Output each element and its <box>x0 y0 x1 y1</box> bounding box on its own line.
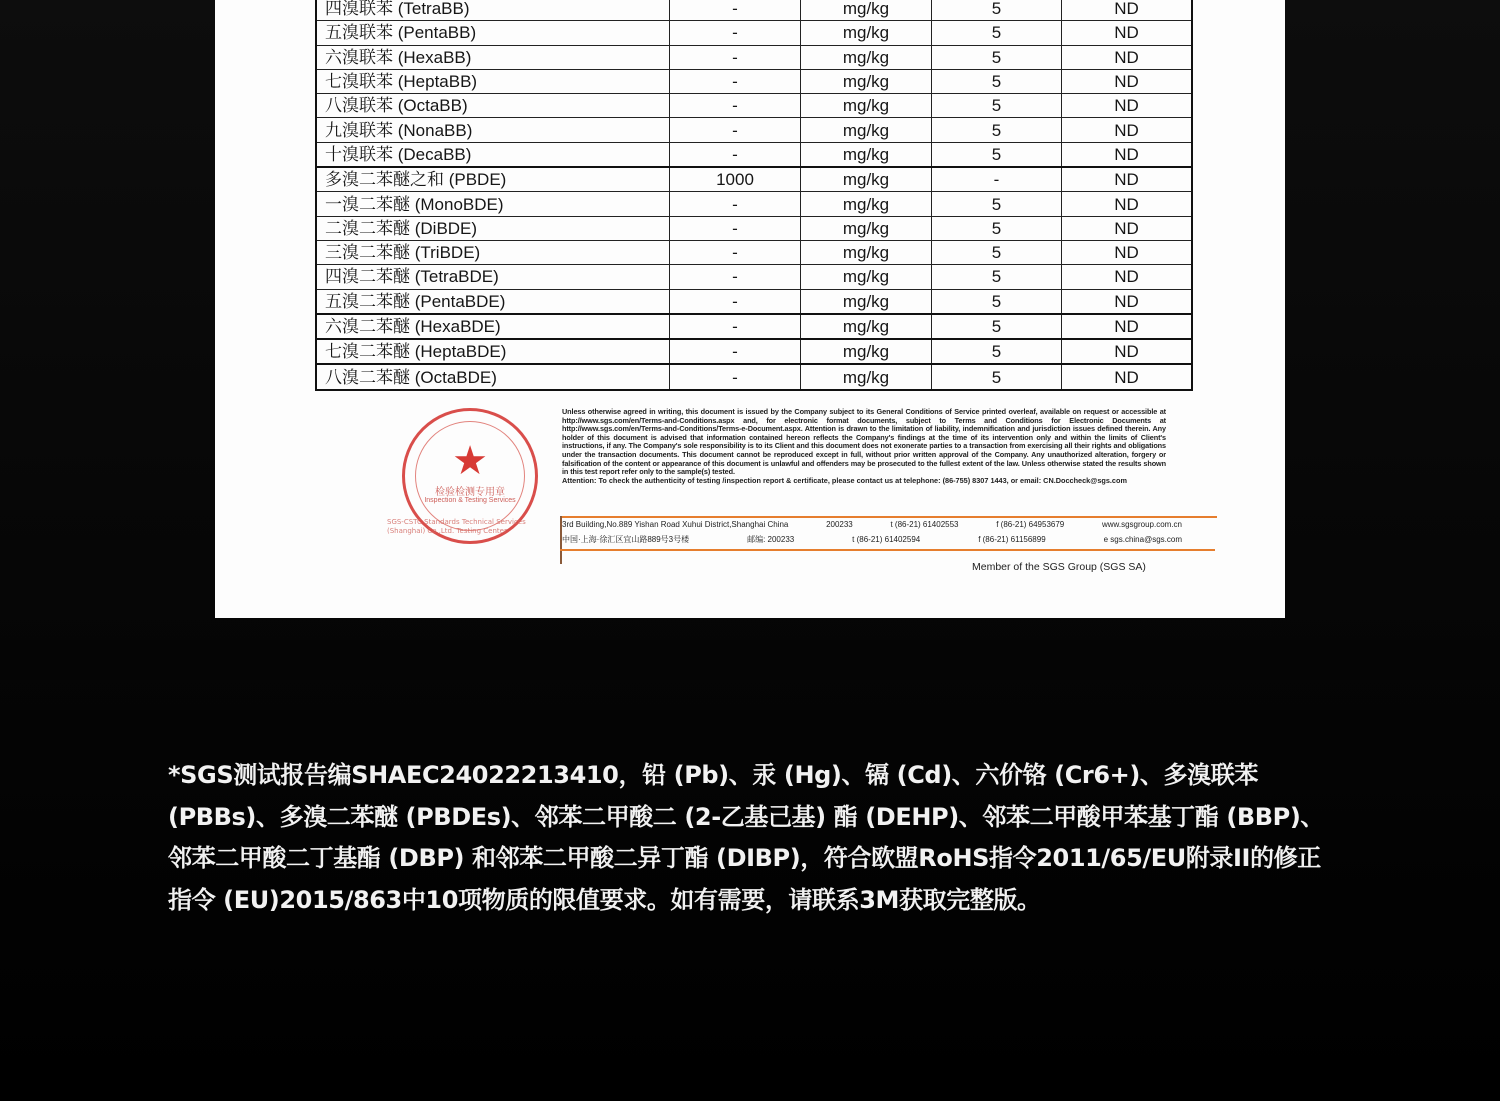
result-cell: ND <box>1062 240 1193 264</box>
limit-cell: - <box>670 192 801 216</box>
limit-cell: - <box>670 289 801 314</box>
mdl-cell: 5 <box>932 94 1062 118</box>
substance-cell: 四溴联苯 (TetraBB) <box>316 0 670 21</box>
table-row <box>316 118 1192 142</box>
limit-cell: - <box>670 339 801 364</box>
fax-cn: f (86-21) 61156899 <box>978 535 1046 544</box>
result-cell: ND <box>1062 364 1193 389</box>
table-row <box>316 69 1192 93</box>
limit-cell: - <box>670 94 801 118</box>
substance-cell: 八溴联苯 (OctaBB) <box>316 94 670 118</box>
substance-cell: 多溴二苯醚之和 (PBDE) <box>316 167 670 192</box>
substance-cell: 五溴联苯 (PentaBB) <box>316 21 670 45</box>
substance-cell: 七溴二苯醚 (HeptaBDE) <box>316 339 670 364</box>
table-row <box>316 45 1192 69</box>
mdl-cell: 5 <box>932 339 1062 364</box>
limit-cell: - <box>670 118 801 142</box>
unit-cell: mg/kg <box>801 339 932 364</box>
result-cell: ND <box>1062 289 1193 314</box>
address-cn-line <box>562 535 1182 545</box>
fax-en: f (86-21) 64953679 <box>996 520 1065 529</box>
substance-cell: 三溴二苯醚 (TriBDE) <box>316 240 670 264</box>
table-row <box>316 289 1192 314</box>
mdl-cell: 5 <box>932 289 1062 314</box>
unit-cell: mg/kg <box>801 265 932 289</box>
footnote: *SGS测试报告编SHAEC24022213410，铅 (Pb)、汞 (Hg)、镉 (Cd)、六价铬 (Cr6+)、多溴联苯 (PBBs)、多溴二苯醚 (PBDEs)、邻苯二甲酸二 (2-乙基己基) 酯 (DEHP)、邻苯二甲酸甲苯基丁酯 (BBP)、邻苯二甲酸二丁基酯 (DBP) 和邻苯二甲酸二异丁酯 (DIBP)，符合欧盟RoHS指令2011/65/EU附录II的修正指令 (EU)2015/863中10项物质的限值要求。如有需要，请联系3M获取完整版。 <box>168 761 1325 914</box>
result-cell: ND <box>1062 167 1193 192</box>
unit-cell: mg/kg <box>801 314 932 339</box>
seal-caption: SGS-CSTC Standards Technical Services (Shanghai) Co.,Ltd. Testing Center <box>387 518 526 535</box>
mdl-cell: 5 <box>932 265 1062 289</box>
limit-cell: 1000 <box>670 167 801 192</box>
limit-cell: - <box>670 21 801 45</box>
mdl-cell: 5 <box>932 192 1062 216</box>
unit-cell: mg/kg <box>801 118 932 142</box>
unit-cell: mg/kg <box>801 364 932 389</box>
results-table <box>315 0 1193 391</box>
table-row <box>316 167 1192 192</box>
limit-cell: - <box>670 69 801 93</box>
substance-cell: 一溴二苯醚 (MonoBDE) <box>316 192 670 216</box>
table-row <box>316 314 1192 339</box>
result-cell: ND <box>1062 0 1193 21</box>
table-row <box>316 192 1192 216</box>
address-en-line <box>562 520 1182 530</box>
unit-cell: mg/kg <box>801 142 932 167</box>
substance-cell: 九溴联苯 (NonaBB) <box>316 118 670 142</box>
mdl-cell: 5 <box>932 314 1062 339</box>
substance-cell: 八溴二苯醚 (OctaBDE) <box>316 364 670 389</box>
postcode-en: 200233 <box>826 520 853 529</box>
address-en: 3rd Building,No.889 Yishan Road Xuhui District,Shanghai China <box>562 520 789 529</box>
mdl-cell: 5 <box>932 118 1062 142</box>
substance-cell: 六溴二苯醚 (HexaBDE) <box>316 314 670 339</box>
substance-cell: 四溴二苯醚 (TetraBDE) <box>316 265 670 289</box>
table-row <box>316 94 1192 118</box>
tel-en: t (86-21) 61402553 <box>890 520 959 529</box>
unit-cell: mg/kg <box>801 192 932 216</box>
result-cell: ND <box>1062 94 1193 118</box>
unit-cell: mg/kg <box>801 289 932 314</box>
result-cell: ND <box>1062 314 1193 339</box>
table-row <box>316 339 1192 364</box>
disclaimer-block <box>562 407 1182 544</box>
table-row <box>316 364 1192 389</box>
unit-cell: mg/kg <box>801 167 932 192</box>
mdl-cell: 5 <box>932 0 1062 21</box>
unit-cell: mg/kg <box>801 94 932 118</box>
seal-text: 检验检测专用章 <box>435 487 505 498</box>
mdl-cell: 5 <box>932 142 1062 167</box>
limit-cell: - <box>670 364 801 389</box>
result-cell: ND <box>1062 45 1193 69</box>
result-cell: ND <box>1062 69 1193 93</box>
unit-cell: mg/kg <box>801 216 932 240</box>
member-line: Member of the SGS Group (SGS SA) <box>972 561 1146 573</box>
limit-cell: - <box>670 0 801 21</box>
mdl-cell: 5 <box>932 216 1062 240</box>
mdl-cell: 5 <box>932 45 1062 69</box>
limit-cell: - <box>670 45 801 69</box>
unit-cell: mg/kg <box>801 21 932 45</box>
result-cell: ND <box>1062 192 1193 216</box>
seal-subtext: Inspection & Testing Services <box>424 497 516 504</box>
table-row <box>316 265 1192 289</box>
postcode-cn: 邮编: 200233 <box>747 535 795 544</box>
limit-cell: - <box>670 142 801 167</box>
substance-cell: 七溴联苯 (HeptaBB) <box>316 69 670 93</box>
disclaimer-text: Unless otherwise agreed in writing, this document is issued by the Company subject to its General Conditions of Service printed overleaf, available on request or accessible at http://www.sgs.com/en/Terms-and-Conditions.aspx and, for electronic format documents, subject to Terms and Conditions for Electronic Documents at http://www.sgs.com/en/Terms-and-Conditions/Terms-e-Document.aspx. Attention is drawn to the limitation of liability, indemnification and jurisdiction issues defined therein. Any holder of this document is advised that information contained hereon reflects the Company's findings at the time of its intervention only and within the limits of Client's instructions, if any. The Company's sole responsibility is to its Client and this document does not exonerate parties to a transaction from exercising all their rights and obligations under the transaction documents. This document cannot be reproduced except in full, without prior written approval of the Company. Any unauthorized alteration, forgery or falsification of the content or appearance of this document is unlawful and offenders may be prosecuted to the fullest extent of the law. Unless otherwise stated the results shown in this test report refer only to the sample(s) tested. <box>562 407 1166 477</box>
mdl-cell: - <box>932 167 1062 192</box>
authenticity-notice: Attention: To check the authenticity of testing /inspection report & certificate, please contact us at telephone: (86-755) 8307 1443, or email: CN.Doccheck@sgs.com <box>562 475 1127 485</box>
substance-cell: 六溴联苯 (HexaBB) <box>316 45 670 69</box>
unit-cell: mg/kg <box>801 45 932 69</box>
limit-cell: - <box>670 314 801 339</box>
report-page <box>215 0 1285 618</box>
mdl-cell: 5 <box>932 69 1062 93</box>
mdl-cell: 5 <box>932 21 1062 45</box>
unit-cell: mg/kg <box>801 69 932 93</box>
substance-cell: 五溴二苯醚 (PentaBDE) <box>316 289 670 314</box>
address-cn: 中国·上海·徐汇区宜山路889号3号楼 <box>562 535 690 544</box>
table-row <box>316 21 1192 45</box>
table-row <box>316 142 1192 167</box>
result-cell: ND <box>1062 265 1193 289</box>
table-row <box>316 240 1192 264</box>
tel-cn: t (86-21) 61402594 <box>852 535 921 544</box>
unit-cell: mg/kg <box>801 0 932 21</box>
result-cell: ND <box>1062 21 1193 45</box>
limit-cell: - <box>670 265 801 289</box>
seal-star-icon: ★ <box>452 438 488 484</box>
substance-cell: 二溴二苯醚 (DiBDE) <box>316 216 670 240</box>
website: www.sgsgroup.com.cn <box>1101 520 1182 529</box>
table-row <box>316 0 1192 21</box>
result-cell: ND <box>1062 216 1193 240</box>
mdl-cell: 5 <box>932 240 1062 264</box>
result-cell: ND <box>1062 142 1193 167</box>
divider <box>560 549 1215 551</box>
table-row <box>316 216 1192 240</box>
result-cell: ND <box>1062 118 1193 142</box>
limit-cell: - <box>670 240 801 264</box>
email: e sgs.china@sgs.com <box>1103 535 1182 544</box>
limit-cell: - <box>670 216 801 240</box>
unit-cell: mg/kg <box>801 240 932 264</box>
mdl-cell: 5 <box>932 364 1062 389</box>
substance-cell: 十溴联苯 (DecaBB) <box>316 142 670 167</box>
divider <box>562 516 1217 518</box>
result-cell: ND <box>1062 339 1193 364</box>
